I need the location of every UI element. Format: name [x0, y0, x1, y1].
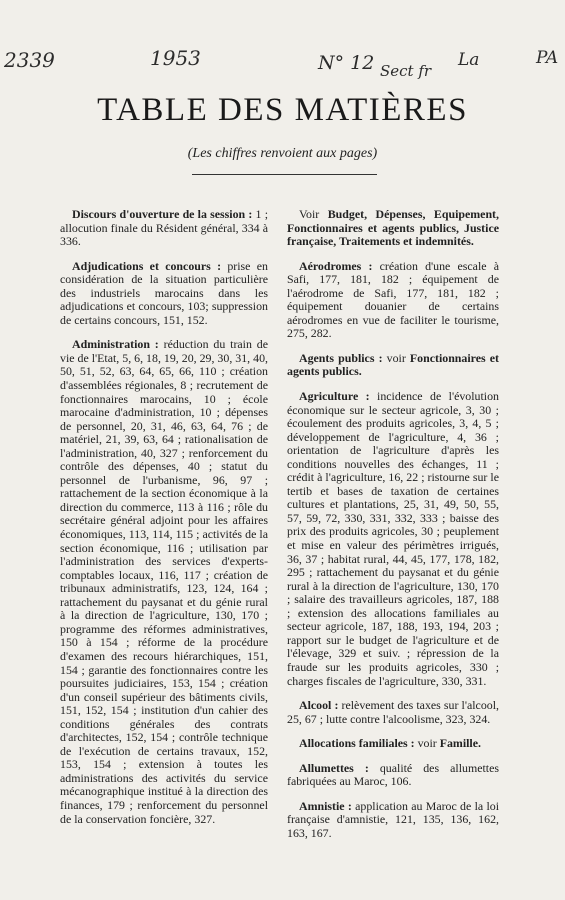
entry-text: voir	[382, 350, 410, 365]
index-entry	[287, 737, 499, 751]
entry-text: voir	[414, 736, 440, 751]
index-column-right	[287, 208, 499, 851]
index-entry	[60, 208, 268, 249]
index-entry	[287, 762, 499, 789]
entry-heading: Adjudications et concours :	[72, 258, 222, 273]
entry-heading: Aérodromes :	[299, 258, 373, 273]
cross-reference: Fonctionnaires et agents publics.	[287, 350, 499, 379]
entry-text: application au Maroc de la loi française d'amnistie, 121, 135, 136, 162, 163, 167.	[287, 798, 499, 840]
page-subtitle: (Les chiffres renvoient aux pages)	[187, 146, 378, 161]
handwritten-note: Sect fr	[380, 62, 432, 80]
entry-text: création d'une escale à Safi, 177, 181, 182 ; équipement de l'aérodrome de Safi, 177, 181, 182 ; équipement douanier de certains aérodromes en vue de faciliter le tourisme, 275, 282.	[287, 258, 499, 341]
entry-text: qualité des allumettes fabriquées au Maroc, 106.	[287, 760, 499, 789]
entry-text: réduction du train de vie de l'Etat, 5, 6, 18, 19, 20, 29, 30, 31, 40, 50, 51, 52, 63, 64, 65, 66, 110 ; création d'assemblées régionales, 8 ; recrutement de fonctionnaires marocains, 10 ; école marocaine d'administration, 10 ; dépenses de personnel, 20, 31, 46, 63, 64, 76 ; de matériel, 21, 39, 63, 64 ; rationalisation de l'administration, 40, 327 ; renforcement du contrôle des dépenses, 40 ; statut du personnel de l'urbanisme, 96, 97 ; rattachement de la section économique à la direction du commerce, 113 à 116 ; rôle du secrétaire général adjoint pour les affaires économiques, 113, 114, 115 ; activités de la section économique, 116 ; utilisation par l'administration des services d'experts-comptables locaux, 116, 117 ; création de tribunaux administratifs, 123, 124, 164 ; rattachement du paysanat et du génie rural à la direction de l'agriculture, 130, 170 ; programme des réformes administratives, 150 à 154 ; réforme de la procédure d'examen des recours hiérarchiques, 151, 154 ; garantie des fonctionnaires contre les poursuites judiciaires, 153, 154 ; création d'un conseil supérieur des bâtiments civils, 151, 152, 154 ; institution d'un cahier des conditions générales des contrats d'architectes, 152, 154 ; contrôle technique de l'exécution de certains travaux, 152, 153, 154 ; extension à toutes les administrations des activités du service mécanographique institué à la direction des finances, 179 ; renforcement du personnel de la conservation foncière, 327.	[60, 337, 269, 826]
handwritten-note: La	[458, 50, 480, 70]
entry-heading: Allumettes :	[299, 760, 369, 775]
index-column-left	[60, 208, 268, 837]
entry-heading: Administration :	[72, 337, 159, 352]
handwritten-note: 1953	[150, 46, 201, 70]
entry-heading: Allocations familiales :	[299, 736, 415, 751]
index-entry	[287, 260, 499, 341]
handwritten-note: N° 12	[318, 52, 375, 74]
page-title: TABLE DES MATIÈRES	[97, 92, 468, 128]
entry-text: relèvement des taxes sur l'alcool, 25, 67 ; lutte contre l'alcoolisme, 323, 324.	[287, 698, 500, 726]
entry-heading: Agents publics :	[299, 350, 383, 365]
cross-reference: Famille.	[439, 736, 481, 751]
index-entry	[60, 260, 268, 328]
entry-text: Voir	[299, 207, 328, 221]
entry-heading: Amnistie :	[299, 798, 352, 813]
index-entry	[287, 208, 499, 249]
cross-reference: Budget, Dépenses, Equipement, Fonctionnaires et agents publics, Justice française, Traitements et indemnités.	[287, 207, 499, 249]
entry-text: prise en considération de la situation particulière des industriels marocains dans les adjudications et concours, 103; suppression de certains concours, 151, 152.	[60, 258, 268, 327]
index-entry	[287, 800, 499, 841]
index-entry	[287, 352, 499, 379]
index-entry	[287, 390, 499, 688]
handwritten-note: PA	[536, 48, 559, 68]
entry-heading: Discours d'ouverture de la session :	[72, 207, 253, 221]
entry-heading: Alcool :	[299, 698, 339, 713]
index-entry	[60, 338, 268, 826]
title-divider	[192, 174, 377, 175]
entry-text: incidence de l'évolution économique sur le secteur agricole, 3, 30 ; écoulement des produits agricoles, 3, 4, 5 ; développement de l'agriculture, 4, 36 ; orientation de l'agriculture d'après les conditions nouvelles des échanges, 11 ; crédit à l'agriculture, 16, 22 ; ristourne sur le tertib et bases de taxation de certaines cultures et plantations, 25, 31, 49, 50, 55, 57, 59, 72, 330, 331, 332, 333 ; baisse des prix des produits agricoles, 30 ; peuplement et mise en valeur des périmètres irrigués, 36, 37 ; habitat rural, 44, 45, 177, 178, 182, 295 ; rattachement du paysanat et du génie rural à la direction de l'agriculture, 130, 170 ; salaire des travailleurs agricoles, 187, 188 ; extension des allocations familiales au secteur agricole, 187, 188, 193, 194, 203 ; rapport sur le budget de l'agriculture et de l'élevage, 329 et suiv. ; répression de la fraude sur les produits agricoles, 330 ; charges fiscales de l'agriculture, 330, 331.	[287, 389, 500, 688]
entry-heading: Agriculture :	[299, 389, 370, 404]
index-entry	[287, 699, 499, 726]
handwritten-note: 2339	[4, 48, 55, 72]
entry-text: 1 ; allocution finale du Résident général, 334 à 336.	[60, 207, 268, 249]
